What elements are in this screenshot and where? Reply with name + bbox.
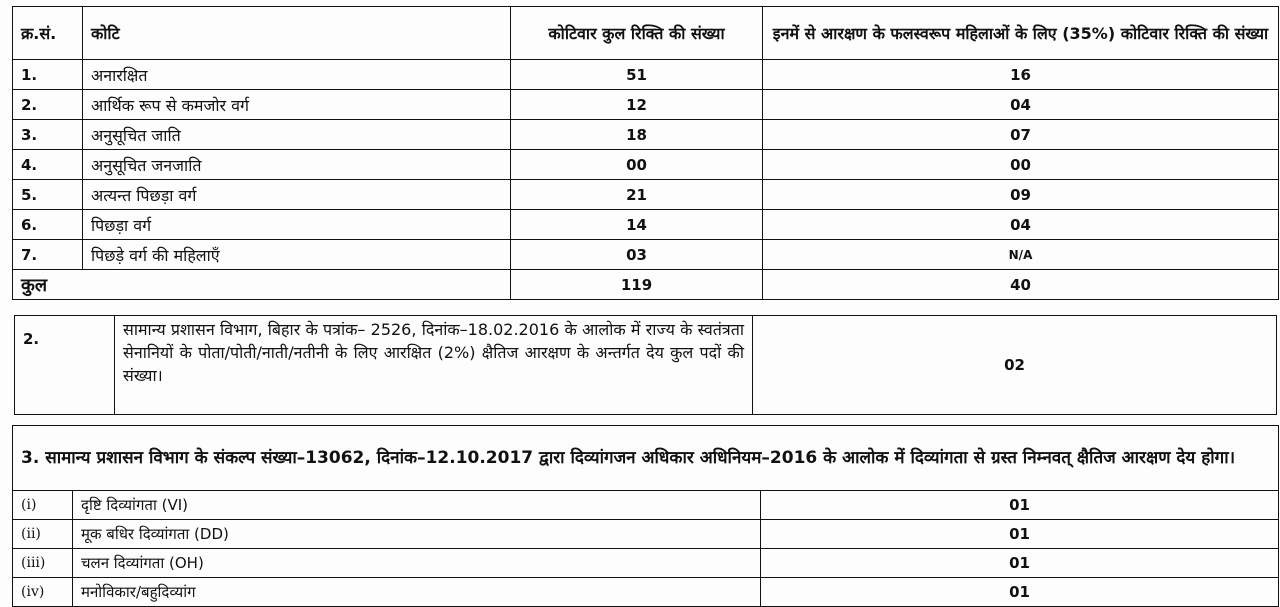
- vacancy-table: [12, 6, 1279, 300]
- total-row: [13, 270, 1279, 300]
- row-category: अनारक्षित: [83, 60, 511, 90]
- total-label: कुल: [13, 270, 511, 300]
- row-category: आर्थिक रूप से कमजोर वर्ग: [83, 90, 511, 120]
- table-row: [13, 240, 1279, 270]
- row-value: 02: [753, 316, 1277, 415]
- row-sn: 2.: [15, 316, 115, 415]
- table-row: [13, 549, 1279, 578]
- row-total: 12: [511, 90, 763, 120]
- row-sn: 3.: [13, 120, 83, 150]
- row-total: 14: [511, 210, 763, 240]
- row-total: 21: [511, 180, 763, 210]
- row-total: 18: [511, 120, 763, 150]
- table-row: [13, 210, 1279, 240]
- header-women: इनमें से आरक्षण के फलस्वरूप महिलाओं के लिए (35%) कोटिवार रिक्ति की संख्या: [763, 7, 1279, 60]
- row-value: 01: [761, 491, 1279, 520]
- table-row: [13, 60, 1279, 90]
- total-women-value: 40: [763, 270, 1279, 300]
- row-value: 01: [761, 549, 1279, 578]
- row-sn: (iii): [13, 549, 73, 578]
- row-sn: 2.: [13, 90, 83, 120]
- row-category: पिछड़ा वर्ग: [83, 210, 511, 240]
- row-description: सामान्य प्रशासन विभाग, बिहार के पत्रांक– 2526, दिनांक–18.02.2016 के आलोक में राज्य के स्वतंत्रता सेनानियों के पोता/पोती/नाती/नतीनी के लिए आरक्षित (2%) क्षैतिज आरक्षण के अन्तर्गत देय कुल पदों की संख्या।: [115, 316, 753, 415]
- row-category: अनुसूचित जाति: [83, 120, 511, 150]
- row-category: अत्यन्त पिछड़ा वर्ग: [83, 180, 511, 210]
- table-row: [13, 578, 1279, 607]
- freedom-fighter-reservation-table: [14, 315, 1277, 415]
- header-row: [13, 7, 1279, 60]
- row-category: चलन दिव्यांगता (OH): [73, 549, 761, 578]
- row-women: 04: [763, 90, 1279, 120]
- table-row: [13, 90, 1279, 120]
- row-total: 00: [511, 150, 763, 180]
- table-row: [13, 150, 1279, 180]
- row-sn: 7.: [13, 240, 83, 270]
- row-women: 16: [763, 60, 1279, 90]
- section-heading: 3. सामान्य प्रशासन विभाग के संकल्प संख्या–13062, दिनांक–12.10.2017 द्वारा दिव्यांगजन अधिकार अधिनियम–2016 के आलोक में दिव्यांगता से ग्रस्त निम्नवत् क्षैतिज आरक्षण देय होगा।: [13, 426, 1279, 491]
- header-sn: क्र.सं.: [13, 7, 83, 60]
- row-women: 07: [763, 120, 1279, 150]
- row-women: 09: [763, 180, 1279, 210]
- table-row: [13, 180, 1279, 210]
- header-category: कोटि: [83, 7, 511, 60]
- row-sn: (ii): [13, 520, 73, 549]
- table-row: [15, 316, 1277, 415]
- table-row: [13, 120, 1279, 150]
- row-sn: 1.: [13, 60, 83, 90]
- row-value: 01: [761, 520, 1279, 549]
- table-row: [13, 491, 1279, 520]
- row-value: 01: [761, 578, 1279, 607]
- row-women: 04: [763, 210, 1279, 240]
- row-sn: (iv): [13, 578, 73, 607]
- row-category: दृष्टि दिव्यांगता (VI): [73, 491, 761, 520]
- row-sn: 6.: [13, 210, 83, 240]
- row-sn: (i): [13, 491, 73, 520]
- row-category: पिछड़े वर्ग की महिलाएँ: [83, 240, 511, 270]
- row-women: 00: [763, 150, 1279, 180]
- row-women: N/A: [763, 240, 1279, 270]
- row-category: अनुसूचित जनजाति: [83, 150, 511, 180]
- table-row: [13, 520, 1279, 549]
- row-total: 03: [511, 240, 763, 270]
- row-sn: 4.: [13, 150, 83, 180]
- heading-row: [13, 426, 1279, 491]
- row-category: मूक बधिर दिव्यांगता (DD): [73, 520, 761, 549]
- total-value: 119: [511, 270, 763, 300]
- header-total: कोटिवार कुल रिक्ति की संख्या: [511, 7, 763, 60]
- row-category: मनोविकार/बहुदिव्यांग: [73, 578, 761, 607]
- disability-reservation-table: [12, 425, 1279, 607]
- row-sn: 5.: [13, 180, 83, 210]
- row-total: 51: [511, 60, 763, 90]
